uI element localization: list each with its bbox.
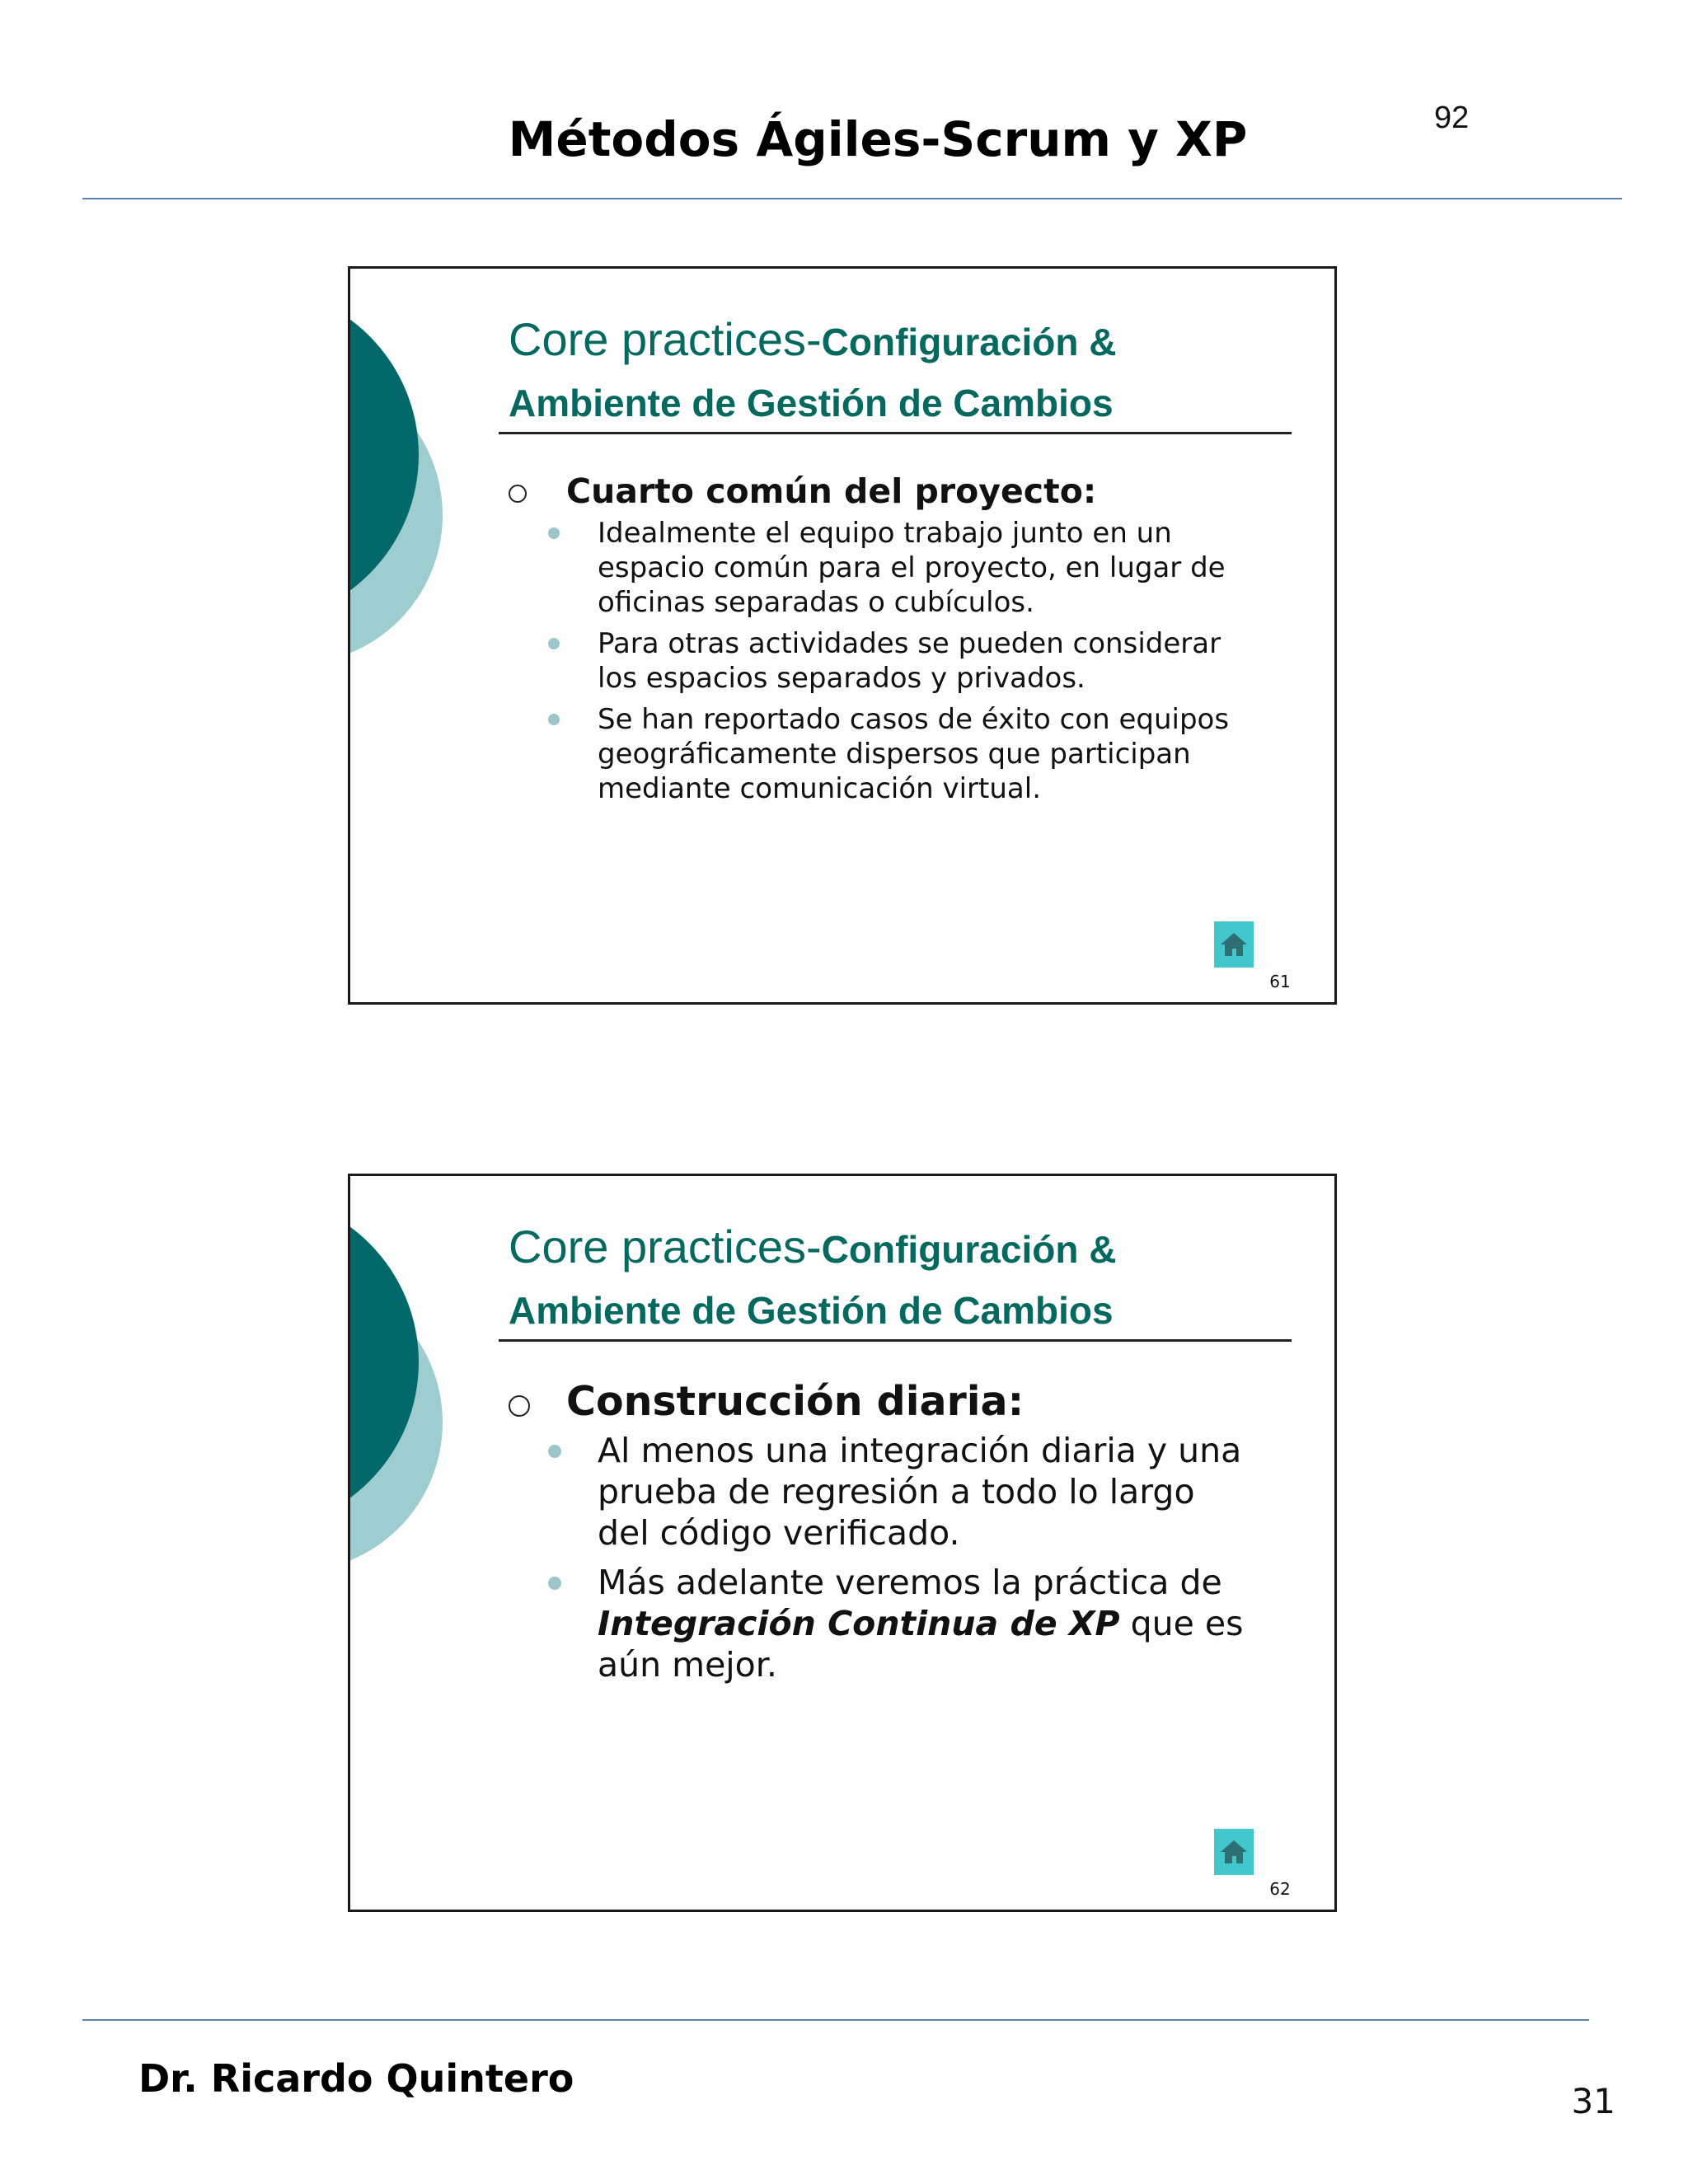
- slide-heading-text: Cuarto común del proyecto:: [566, 471, 1097, 511]
- list-item-text: Se han reportado casos de éxito con equipos geográficamente dispersos que participan mediante comunicación virtual.: [598, 703, 1230, 805]
- ring-bullet-icon: [509, 1395, 530, 1417]
- top-divider: [82, 198, 1622, 199]
- page-number-bottom: 31: [1571, 2081, 1615, 2121]
- list-item-text: Al menos una integración diaria y una prueba de regresión a todo lo largo del código verificado.: [598, 1431, 1242, 1553]
- slide-heading-text: Construcción diaria:: [566, 1378, 1025, 1425]
- slide-title-rule: [499, 1339, 1292, 1342]
- slide-title-main: Core practices-: [509, 313, 822, 365]
- slide-title: [509, 314, 1316, 438]
- list-item: [548, 1562, 1249, 1685]
- slide-title-line2: Ambiente de Gestión de Cambios: [509, 382, 1114, 424]
- dot-bullet-icon: [548, 638, 560, 649]
- slide-title: [509, 1221, 1316, 1346]
- list-item: [548, 1430, 1249, 1554]
- slide-title-main: Core practices-: [509, 1221, 822, 1272]
- dot-bullet-icon: [548, 1577, 561, 1590]
- ring-bullet-icon: [509, 485, 527, 503]
- slide-title-bold: Configuración &: [821, 1228, 1117, 1271]
- list-item-emphasis: Integración Continua de XP: [598, 1604, 1120, 1643]
- bottom-divider: [82, 2019, 1589, 2021]
- dot-bullet-icon: [548, 527, 560, 539]
- home-button[interactable]: [1214, 921, 1254, 968]
- slide-number: 61: [1269, 972, 1291, 991]
- dot-bullet-icon: [548, 714, 560, 725]
- home-button[interactable]: [1214, 1829, 1254, 1875]
- page-number-top: 92: [1434, 101, 1470, 135]
- slide-title-rule: [499, 432, 1292, 434]
- slide-heading: [509, 1378, 1024, 1425]
- bullet-list: [548, 516, 1249, 806]
- slide-62: [348, 1174, 1337, 1912]
- dot-bullet-icon: [548, 1445, 561, 1458]
- home-icon: [1219, 1839, 1249, 1865]
- list-item-text: Para otras actividades se pueden considerar los espacios separados y privados.: [598, 627, 1221, 695]
- list-item-text: Idealmente el equipo trabajo junto en un espacio común para el proyecto, en lugar de oficinas separadas o cubículos.: [598, 517, 1226, 619]
- list-item-text-before: Más adelante veremos la práctica de: [598, 1563, 1222, 1602]
- slide-title-line2: Ambiente de Gestión de Cambios: [509, 1289, 1114, 1332]
- slide-title-bold: Configuración &: [821, 321, 1117, 363]
- list-item: [548, 626, 1249, 696]
- slide-heading: [509, 471, 1096, 511]
- list-item-text-after: que es aún mejor.: [598, 1604, 1244, 1685]
- list-item: [548, 702, 1249, 806]
- author-name: Dr. Ricardo Quintero: [138, 2056, 574, 2101]
- list-item: [548, 516, 1249, 620]
- slide-number: 62: [1269, 1879, 1291, 1899]
- slide-61: [348, 266, 1337, 1005]
- bullet-list: [548, 1430, 1249, 1685]
- home-icon: [1219, 931, 1249, 958]
- page-title: Métodos Ágiles-Scrum y XP: [508, 111, 1248, 167]
